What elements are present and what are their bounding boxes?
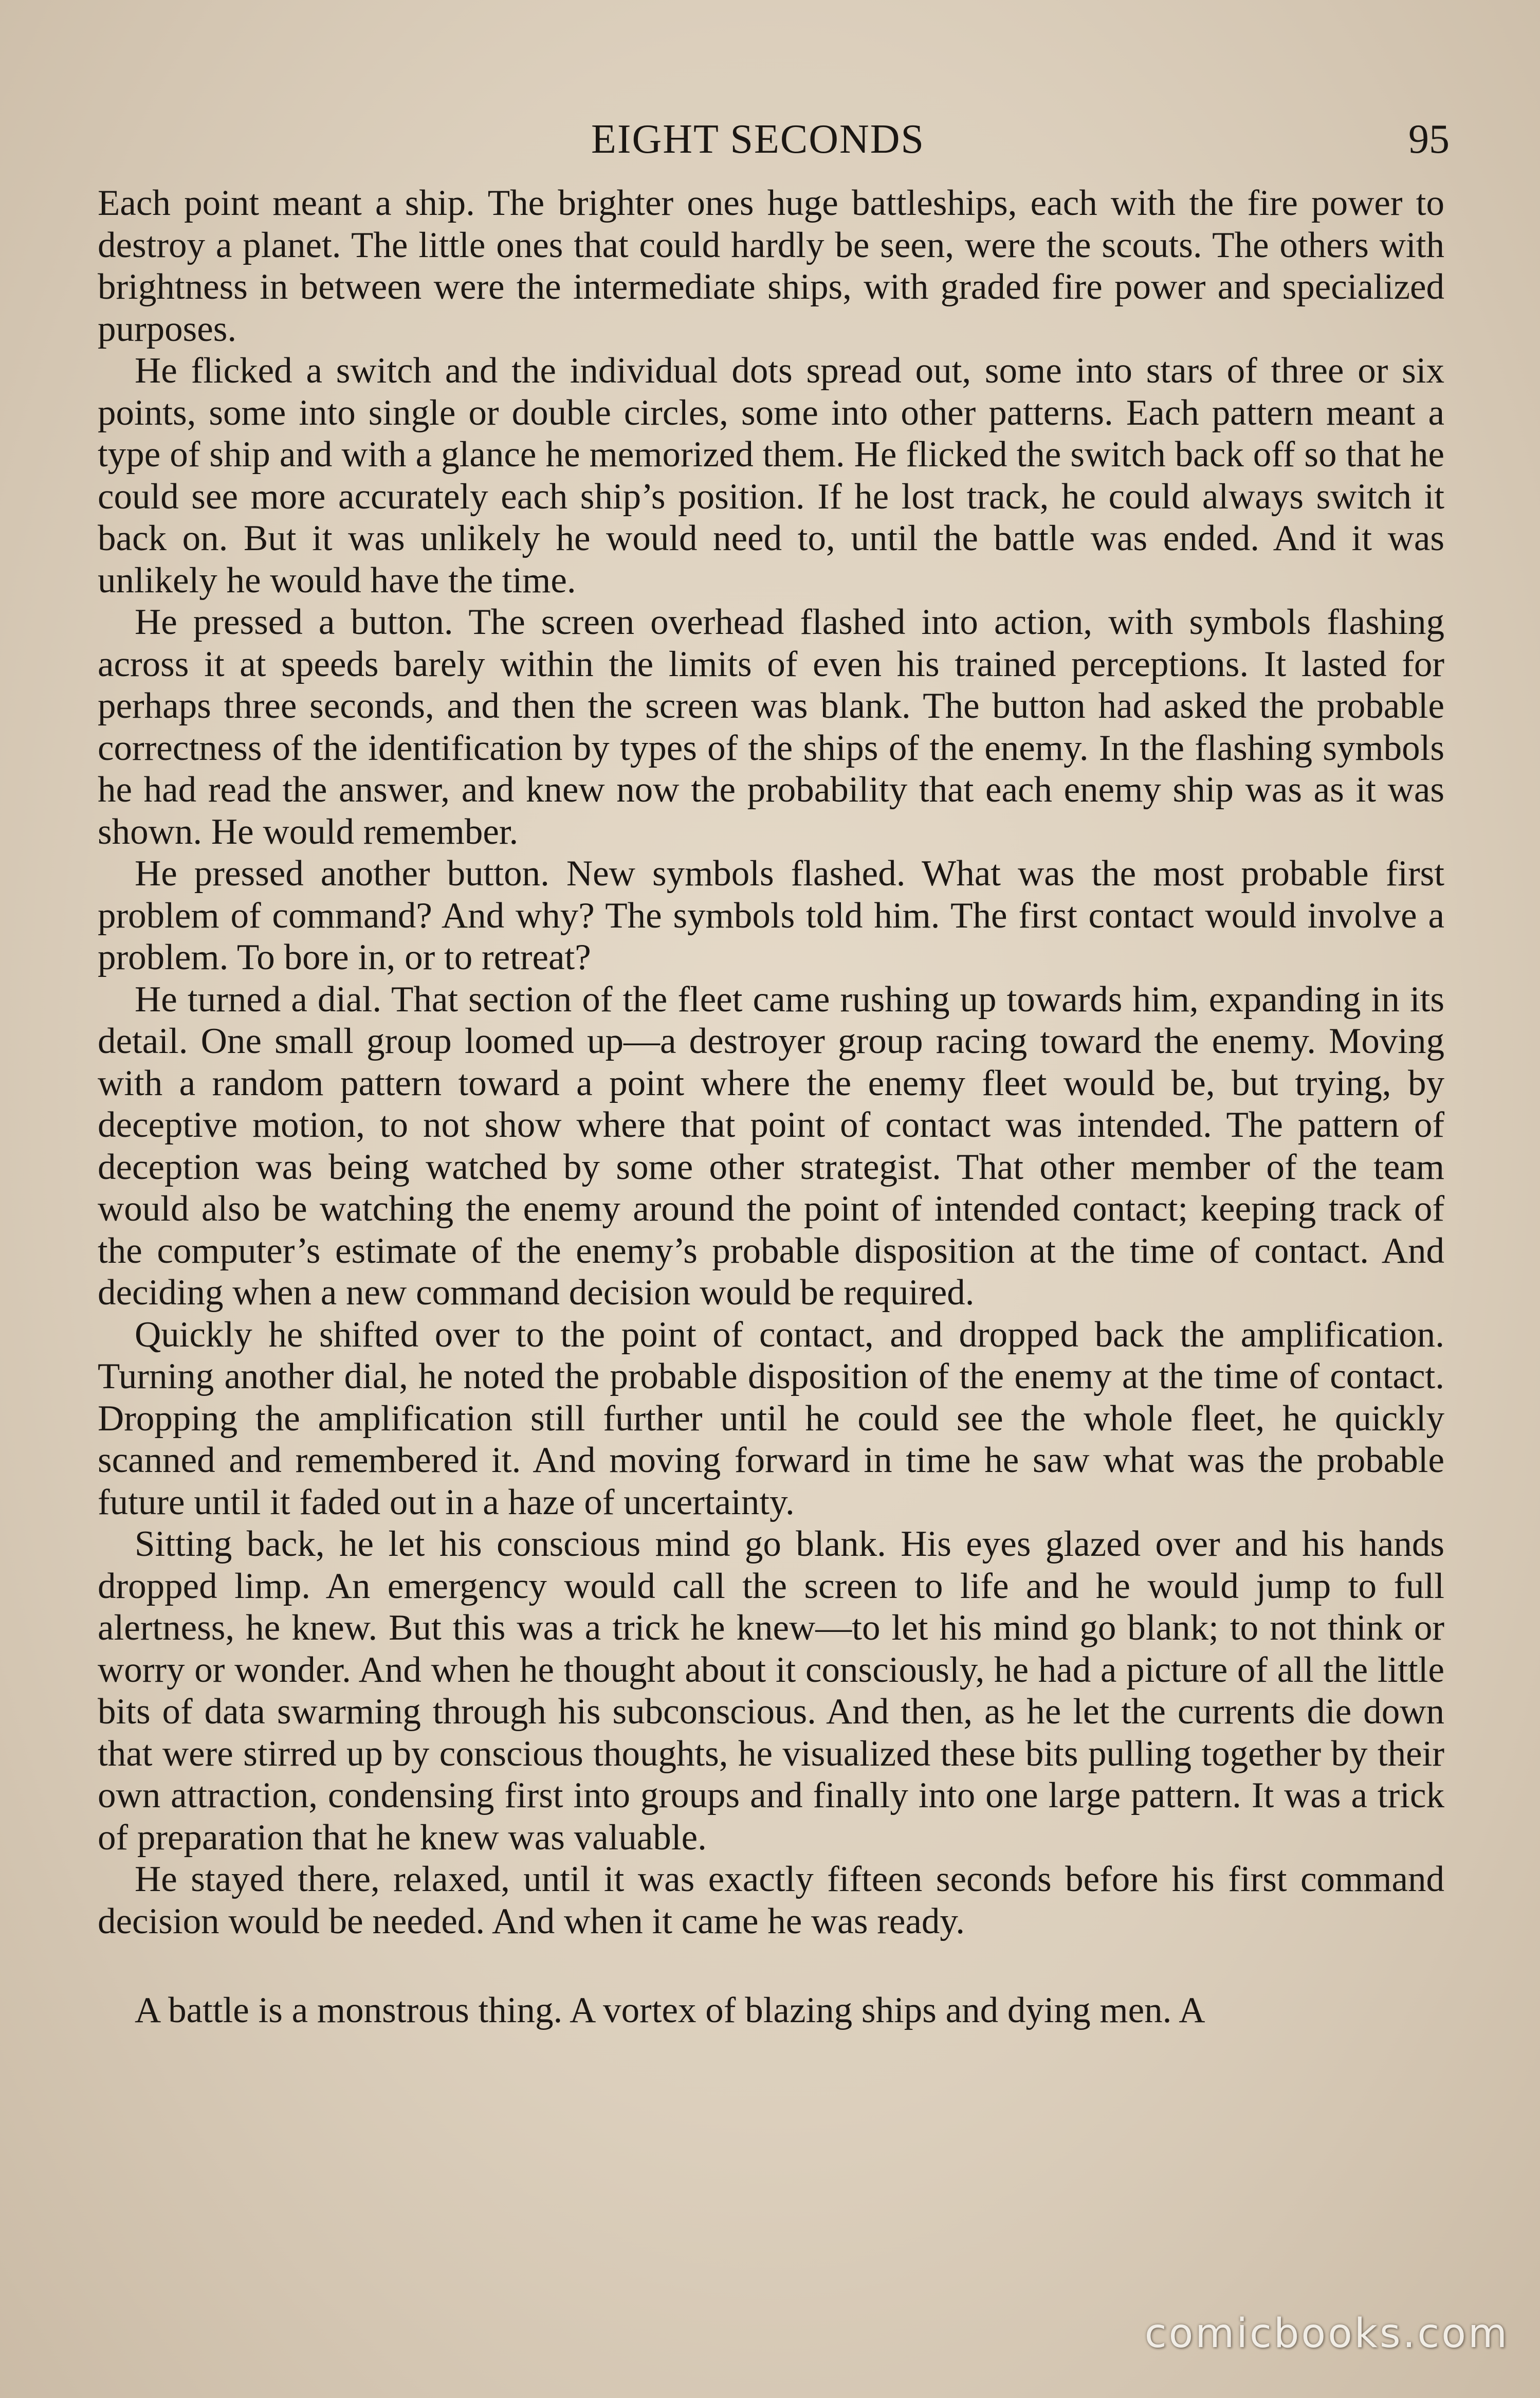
paragraph: He stayed there, relaxed, until it was exactly fifteen seconds before his first command decision would be needed. And when it came he was ready. <box>98 1859 1444 1941</box>
paragraph: He turned a dial. That section of the fleet came rushing up towards him, expanding in its detail. One small group loomed up—a destroyer group racing toward the enemy. Moving with a random pattern toward a point where the enemy fleet would be, but trying, by deceptive motion, to not show where that point of contact was intended. The pattern of deception was being watched by some other strategist. That other member of the team would also be watching the enemy around the point of intended contact; keeping track of the computer’s estimate of the enemy’s probable disposition at the time of contact. And deciding when a new command decision would be required. <box>98 979 1444 1313</box>
paragraph: Quickly he shifted over to the point of contact, and dropped back the amplification. Turning another dial, he noted the probable disposition of the enemy at the time of contact. Dropping the amplification still further until he could see the whole fleet, he quickly scanned and remembered it. And moving forward in time he saw what was the probable future until it faded out in a haze of uncertainty. <box>98 1314 1444 1522</box>
running-title: EIGHT SECONDS <box>591 117 925 162</box>
page-number: 95 <box>1408 117 1450 162</box>
paragraph: He pressed another button. New symbols flashed. What was the most probable first problem of command? And why? The symbols told him. The first contact would involve a problem. To bore in, or to retreat? <box>98 853 1444 977</box>
watermark: comicbooks.com <box>1144 2311 1509 2357</box>
paragraph: Each point meant a ship. The brighter ones huge battleships, each with the fire power to destroy a planet. The little ones that could hardly be seen, were the scouts. The others with brightness in between were the intermediate ships, with graded fire power and specialized purposes. <box>98 183 1444 349</box>
paragraph: He flicked a switch and the individual dots spread out, some into stars of three or six points, some into single or double circles, some into other patterns. Each pattern meant a type of ship and with a glance he memorized them. He flicked the switch back off so that he could see more accurately each ship’s position. If he lost track, he could always switch it back on. But it was unlikely he would need to, until the battle was ended. And it was unlikely he would have the time. <box>98 351 1444 601</box>
running-head <box>93 116 1450 168</box>
paragraph: Sitting back, he let his conscious mind go blank. His eyes glazed over and his hands dropped limp. An emergency would call the screen to life and he would jump to full alertness, he knew. But this was a trick he knew—to let his mind go blank; to not think or worry or wonder. And when he thought about it consciously, he had a picture of all the little bits of data swarming through his subconscious. And then, as he let the currents die down that were stirred up by conscious thoughts, he visualized these bits pulling together by their own attraction, condensing first into groups and finally into one large pattern. It was a trick of preparation that he knew was valuable. <box>98 1524 1444 1858</box>
paragraph: A battle is a monstrous thing. A vortex of blazing ships and dying men. A <box>135 1990 1205 2030</box>
body-text <box>98 183 1444 2032</box>
paragraph: He pressed a button. The screen overhead flashed into action, with symbols flashing across it at speeds barely within the limits of even his trained perceptions. It lasted for perhaps three seconds, and then the screen was blank. The button had asked the probable correctness of the identification by types of the ships of the enemy. In the flashing symbols he had read the answer, and knew now the probability that each enemy ship was as it was shown. He would remember. <box>98 602 1444 852</box>
